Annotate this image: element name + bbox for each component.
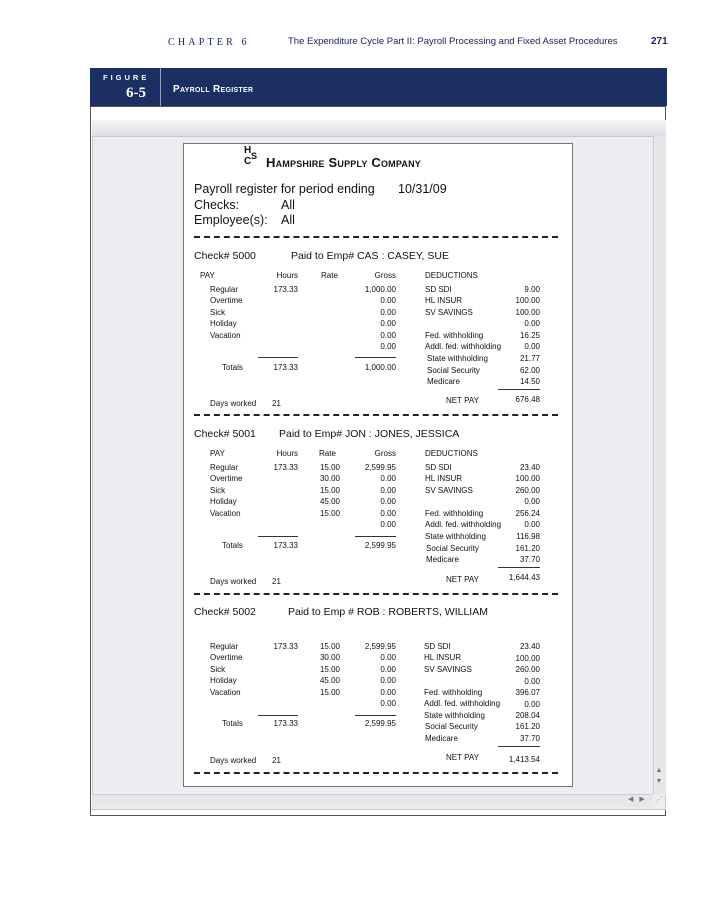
pay-type: Overtime	[210, 653, 243, 662]
page-number: 271	[651, 36, 668, 47]
rate-value: 15.00	[319, 688, 340, 697]
figure-label: FIGURE	[103, 73, 150, 82]
pay-type: Vacation	[210, 509, 241, 518]
company-name: Hampshire Supply Company	[266, 155, 421, 170]
deduction-value: 116.98	[516, 532, 540, 541]
gross-value: 0.00	[380, 342, 396, 351]
pay-type: Sick	[210, 665, 226, 674]
gross-value: 0.00	[380, 676, 396, 685]
separator	[194, 593, 558, 595]
figure-divider	[160, 68, 161, 106]
pay-type: Vacation	[210, 688, 241, 697]
col-rate: Rate	[321, 271, 338, 280]
deduction-value: 260.00	[515, 665, 540, 674]
logo-letter-s: S	[251, 151, 258, 161]
deduction-name: Social Security	[427, 366, 480, 375]
days-worked-value: 21	[272, 756, 281, 765]
pay-type: Vacation	[210, 331, 241, 340]
deduction-value: 161.20	[515, 722, 540, 731]
totals-label: Totals	[222, 541, 243, 550]
resize-grip-icon[interactable]: ⋰	[655, 795, 663, 804]
figure-number: 6-5	[126, 85, 146, 101]
gross-value: 0.00	[380, 486, 396, 495]
days-worked-label: Days worked	[210, 756, 257, 765]
deduction-value: 100.00	[515, 474, 540, 483]
pay-type: Holiday	[210, 497, 237, 506]
deduction-value: 0.00	[524, 520, 540, 529]
gross-value: 0.00	[380, 699, 396, 708]
deduction-name: Medicare	[425, 734, 458, 743]
gross-value: 0.00	[380, 319, 396, 328]
deduction-name: Fed. withholding	[425, 331, 484, 340]
total-hours: 173.33	[273, 541, 298, 550]
deduction-name: Fed. withholding	[424, 688, 483, 697]
paid-to: Paid to Emp# JON : JONES, JESSICA	[279, 428, 460, 440]
deduction-value: 100.00	[515, 296, 540, 305]
deduction-name: SV SAVINGS	[425, 308, 473, 317]
deduction-name: Medicare	[427, 377, 460, 386]
deduction-name: State withholding	[424, 711, 485, 720]
hours-value: 173.33	[273, 642, 298, 651]
gross-value: 2,599.95	[364, 463, 396, 472]
days-worked-label: Days worked	[210, 577, 257, 586]
deduction-value: 100.00	[515, 654, 540, 663]
gross-value: 0.00	[380, 688, 396, 697]
total-rule	[498, 389, 540, 390]
figure-title: Payroll Register	[173, 84, 254, 95]
deduction-name: SD SDI	[424, 642, 451, 651]
deduction-value: 23.40	[519, 642, 540, 651]
deduction-value: 23.40	[519, 463, 540, 472]
deduction-name: HL INSUR	[424, 653, 462, 662]
vertical-scrollbar[interactable]	[653, 136, 666, 794]
deduction-name: SD SDI	[425, 285, 452, 294]
checks-value: All	[281, 198, 295, 212]
totals-label: Totals	[222, 719, 243, 728]
total-rule	[498, 746, 540, 747]
deduction-value: 9.00	[524, 285, 540, 294]
net-pay-label: NET PAY	[446, 575, 479, 584]
deduction-value: 396.07	[515, 688, 540, 697]
deduction-value: 21.77	[519, 354, 540, 363]
separator	[194, 772, 558, 774]
deduction-name: State withholding	[425, 532, 486, 541]
check-number: Check# 5002	[194, 606, 256, 618]
total-rule	[498, 567, 540, 568]
total-rule	[258, 715, 298, 716]
net-pay-label: NET PAY	[446, 396, 479, 405]
hours-value: 173.33	[273, 463, 298, 472]
deduction-name: HL INSUR	[425, 474, 463, 483]
deduction-name: Social Security	[426, 544, 479, 553]
deduction-name: SV SAVINGS	[425, 486, 473, 495]
gross-value: 0.00	[380, 308, 396, 317]
company-logo	[244, 146, 262, 168]
col-deductions: DEDUCTIONS	[425, 449, 478, 458]
deduction-name: Medicare	[426, 555, 459, 564]
logo-letter-c: C	[244, 156, 252, 167]
deduction-value: 37.70	[519, 734, 540, 743]
col-hours: Hours	[276, 449, 298, 458]
net-pay-label: NET PAY	[446, 753, 479, 762]
deduction-name: Addl. fed. withholding	[424, 699, 501, 708]
col-gross: Gross	[374, 449, 396, 458]
pay-type: Regular	[210, 642, 239, 651]
total-rule	[258, 357, 298, 358]
rate-value: 15.00	[319, 509, 340, 518]
checks-label: Checks:	[194, 198, 240, 212]
separator	[194, 414, 558, 416]
deduction-value: 100.00	[515, 308, 540, 317]
deduction-name: Fed. withholding	[425, 509, 484, 518]
pay-type: Overtime	[210, 296, 243, 305]
gross-value: 1,000.00	[364, 285, 396, 294]
deduction-value: 260.00	[515, 486, 540, 495]
employees-label: Employee(s):	[194, 213, 268, 227]
deduction-name: Social Security	[425, 722, 478, 731]
rate-value: 30.00	[319, 474, 340, 483]
net-pay-value: 1,644.43	[508, 573, 540, 582]
deduction-value: 0.00	[524, 342, 540, 351]
deduction-value: 208.04	[515, 711, 540, 720]
deduction-name: HL INSUR	[425, 296, 463, 305]
col-gross: Gross	[374, 271, 396, 280]
gross-value: 0.00	[380, 509, 396, 518]
pay-type: Regular	[210, 285, 239, 294]
deduction-name: Addl. fed. withholding	[425, 342, 502, 351]
gross-value: 0.00	[380, 665, 396, 674]
total-rule	[355, 715, 396, 716]
gross-value: 0.00	[380, 653, 396, 662]
col-hours: Hours	[276, 271, 298, 280]
paid-to: Paid to Emp # ROB : ROBERTS, WILLIAM	[288, 606, 488, 618]
deduction-value: 161.20	[515, 544, 540, 553]
deduction-name: SD SDI	[425, 463, 452, 472]
window-toolbar	[92, 120, 666, 137]
separator	[194, 236, 558, 238]
days-worked-label: Days worked	[210, 399, 257, 408]
deduction-value: 14.50	[519, 377, 540, 386]
net-pay-value: 676.48	[515, 395, 540, 404]
deduction-name: Addl. fed. withholding	[425, 520, 502, 529]
total-hours: 173.33	[273, 363, 298, 372]
deduction-value: 62.00	[519, 366, 540, 375]
gross-value: 2,599.95	[364, 642, 396, 651]
totals-label: Totals	[222, 363, 243, 372]
pay-type: Overtime	[210, 474, 243, 483]
col-pay: PAY	[200, 271, 215, 280]
pay-type: Holiday	[210, 676, 237, 685]
days-worked-value: 21	[272, 399, 281, 408]
rate-value: 30.00	[319, 653, 340, 662]
pay-type: Sick	[210, 486, 226, 495]
horizontal-scrollbar[interactable]	[92, 794, 653, 807]
col-rate: Rate	[319, 449, 336, 458]
total-rule	[355, 357, 396, 358]
pay-type: Regular	[210, 463, 239, 472]
rate-value: 15.00	[319, 665, 340, 674]
scroll-up-icon[interactable]: ▲	[655, 767, 663, 774]
rate-value: 15.00	[319, 642, 340, 651]
deduction-value: 0.00	[524, 700, 540, 709]
check-number: Check# 5000	[194, 250, 256, 262]
total-gross: 2,599.95	[364, 719, 396, 728]
col-pay: PAY	[210, 449, 225, 458]
pay-type: Sick	[210, 308, 226, 317]
scroll-down-icon[interactable]: ▼	[655, 778, 663, 785]
period-label: Payroll register for period ending	[194, 182, 375, 196]
col-deductions: DEDUCTIONS	[425, 271, 478, 280]
deduction-value: 16.25	[519, 331, 540, 340]
rate-value: 45.00	[319, 497, 340, 506]
employees-value: All	[281, 213, 295, 227]
gross-value: 0.00	[380, 296, 396, 305]
running-title: The Expenditure Cycle Part II: Payroll Processing and Fixed Asset Procedures	[288, 36, 618, 47]
pay-type: Holiday	[210, 319, 237, 328]
net-pay-value: 1,413.54	[508, 755, 540, 764]
check-number: Check# 5001	[194, 428, 256, 440]
deduction-name: SV SAVINGS	[424, 665, 472, 674]
total-hours: 173.33	[273, 719, 298, 728]
logo-letter-h: H	[244, 145, 252, 156]
period-value: 10/31/09	[398, 182, 447, 196]
gross-value: 0.00	[380, 331, 396, 340]
deduction-value: 0.00	[524, 319, 540, 328]
days-worked-value: 21	[272, 577, 281, 586]
deduction-value: 0.00	[524, 677, 540, 686]
chapter-label: CHAPTER 6	[168, 37, 250, 48]
rate-value: 15.00	[319, 463, 340, 472]
rate-value: 15.00	[319, 486, 340, 495]
deduction-value: 0.00	[524, 497, 540, 506]
rate-value: 45.00	[319, 676, 340, 685]
deduction-name: State withholding	[427, 354, 488, 363]
deduction-value: 37.70	[519, 555, 540, 564]
paid-to: Paid to Emp# CAS : CASEY, SUE	[291, 250, 449, 262]
scroll-left-right-icon[interactable]: ◀ ▶	[628, 796, 647, 803]
hours-value: 173.33	[273, 285, 298, 294]
deduction-value: 256.24	[515, 509, 540, 518]
total-rule	[355, 536, 396, 537]
total-gross: 1,000.00	[364, 363, 396, 372]
gross-value: 0.00	[380, 520, 396, 529]
total-gross: 2,599.95	[364, 541, 396, 550]
gross-value: 0.00	[380, 497, 396, 506]
gross-value: 0.00	[380, 474, 396, 483]
total-rule	[258, 536, 298, 537]
